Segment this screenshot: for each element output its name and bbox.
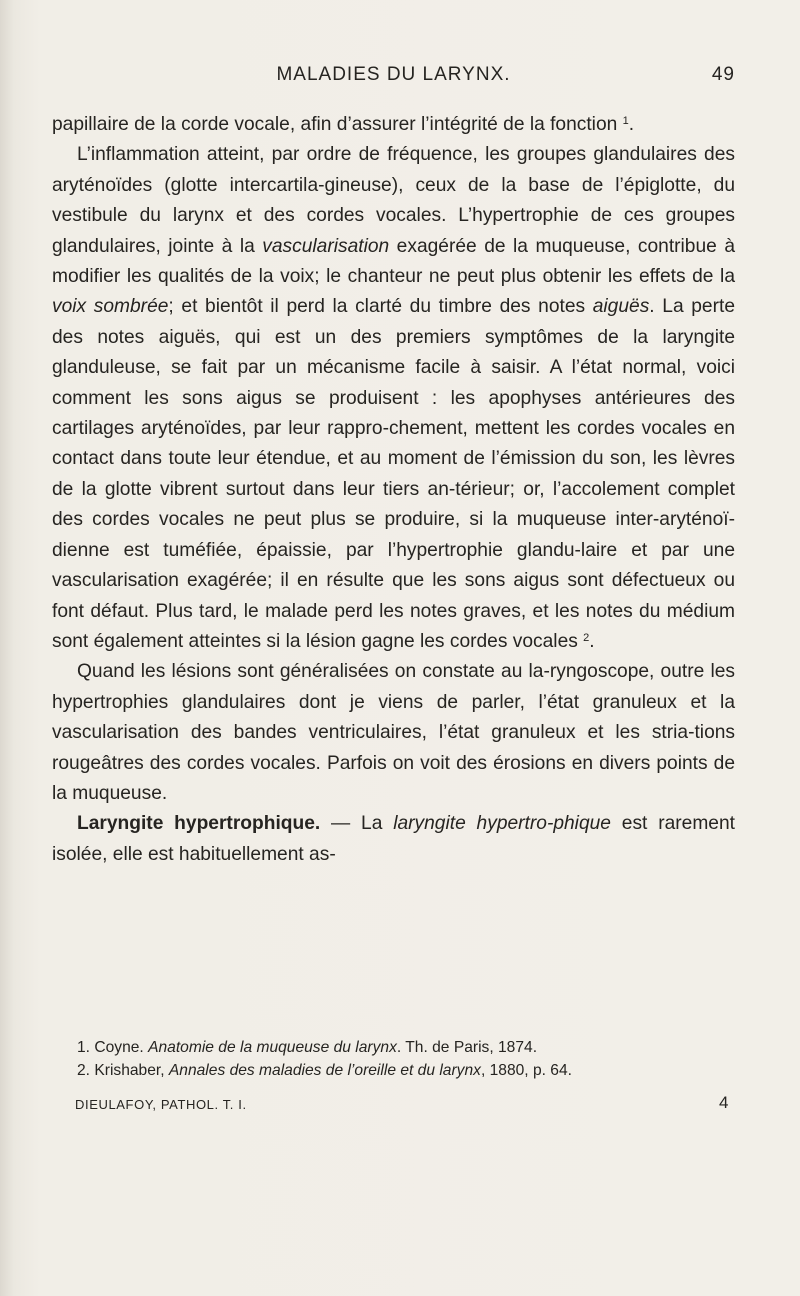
paragraph-text: . [589,630,595,652]
section-run-in-heading: Laryngite hypertrophique. [77,813,321,835]
footnote-details: . Th. de Paris, 1874. [396,1039,538,1056]
paragraph-text: L’inflammation atteint, par ordre de fréquence, les groupes glandulaires des aryténoïdes (glotte intercartila-gineuse), ceux de la base de l’épiglotte, du vestibule du larynx et des cordes vocales. L’hypertrophie de ces groupes glandulaires, jointe à la [52,144,735,257]
paragraph-text: ; et bientôt il perd la clarté du timbre des notes [168,296,593,318]
paragraph-2 [52,140,735,657]
page-number: 49 [711,64,735,85]
paragraph-text: . La perte des notes aiguës, qui est un des premiers symptômes de la laryngite glanduleuse, se fait par un mécanisme facile à saisir. A l’état normal, voici comment les sons aigus se produisent : les apophyses antérieures des cartilages aryténoïdes, par leur rappro-chement, mettent les cordes vocales en contact dans toute leur étendue, et au moment de l’émission du son, les lèvres de la glotte vibrent surtout dans leur tiers an-térieur; or, l’accolement complet des cordes vocales ne peut plus se produire, si la muqueuse inter-aryténoï-dienne est tuméfiée, épaissie, par l’hypertrophie glandu-laire et par une vascularisation exagérée; il en résulte que les sons aigus sont défectueux ou font défaut. Plus tard, le malade perd les notes graves, et les notes du médium sont également atteintes si la lésion gagne les cordes vocales [52,296,735,652]
paragraph-1 [52,110,735,140]
emphasis-laryngite-hypertrophique: laryngite hypertro-phique [393,813,611,835]
footnote-ref-1: 1 [622,115,629,127]
paragraph-text: est rarement isolée, elle est habituellement as- [52,813,735,865]
footnote-1 [52,1037,735,1060]
footnote-title: Annales des maladies de l’oreille et du larynx [168,1061,481,1079]
emphasis-aigues: aiguës [592,296,650,318]
signature-label: DIEULAFOY, PATHOL. T. I. [75,1097,247,1112]
paragraph-text: — La [320,813,394,835]
footnotes [52,1037,735,1082]
footnote-2 [52,1060,735,1083]
paragraph-4 [52,809,735,870]
printer-signature [75,1095,735,1119]
footnote-ref-2: 2 [583,631,590,644]
emphasis-vascularisation: vascularisation [262,235,390,257]
footnote-marker: 2. [77,1061,91,1079]
footnote-title: Anatomie de la muqueuse du larynx [148,1039,397,1056]
signature-number: 4 [718,1093,729,1112]
footnote-marker: 1. [77,1039,91,1056]
footnote-author: Krishaber, [90,1061,169,1079]
running-title: MALADIES DU LARYNX. [276,64,511,85]
body-text [52,110,735,870]
paragraph-text: Quand les lésions sont généralisées on constate au la-ryngoscope, outre les hypertrophies glandulaires dont je viens de parler, l’état granuleux et la vascularisation des bandes ventriculaires, l’état granuleux et les stria-tions rougeâtres des cordes vocales. Parfois on voit des érosions en divers points de la muqueuse. [52,661,735,804]
footnote-author: Coyne. [90,1039,149,1056]
emphasis-voix-sombree: voix sombrée [52,296,169,318]
running-head [52,64,735,90]
paragraph-text: . [628,114,635,135]
footnote-details: , 1880, p. 64. [480,1061,572,1079]
paragraph-text: papillaire de la corde vocale, afin d’assurer l’intégrité de la fonction [52,114,623,135]
paragraph-3 [52,657,735,809]
paragraph-text: exagérée de la muqueuse, contribue à modifier les qualités de la voix; le chanteur ne peut plus obtenir les effets de la [52,235,735,288]
